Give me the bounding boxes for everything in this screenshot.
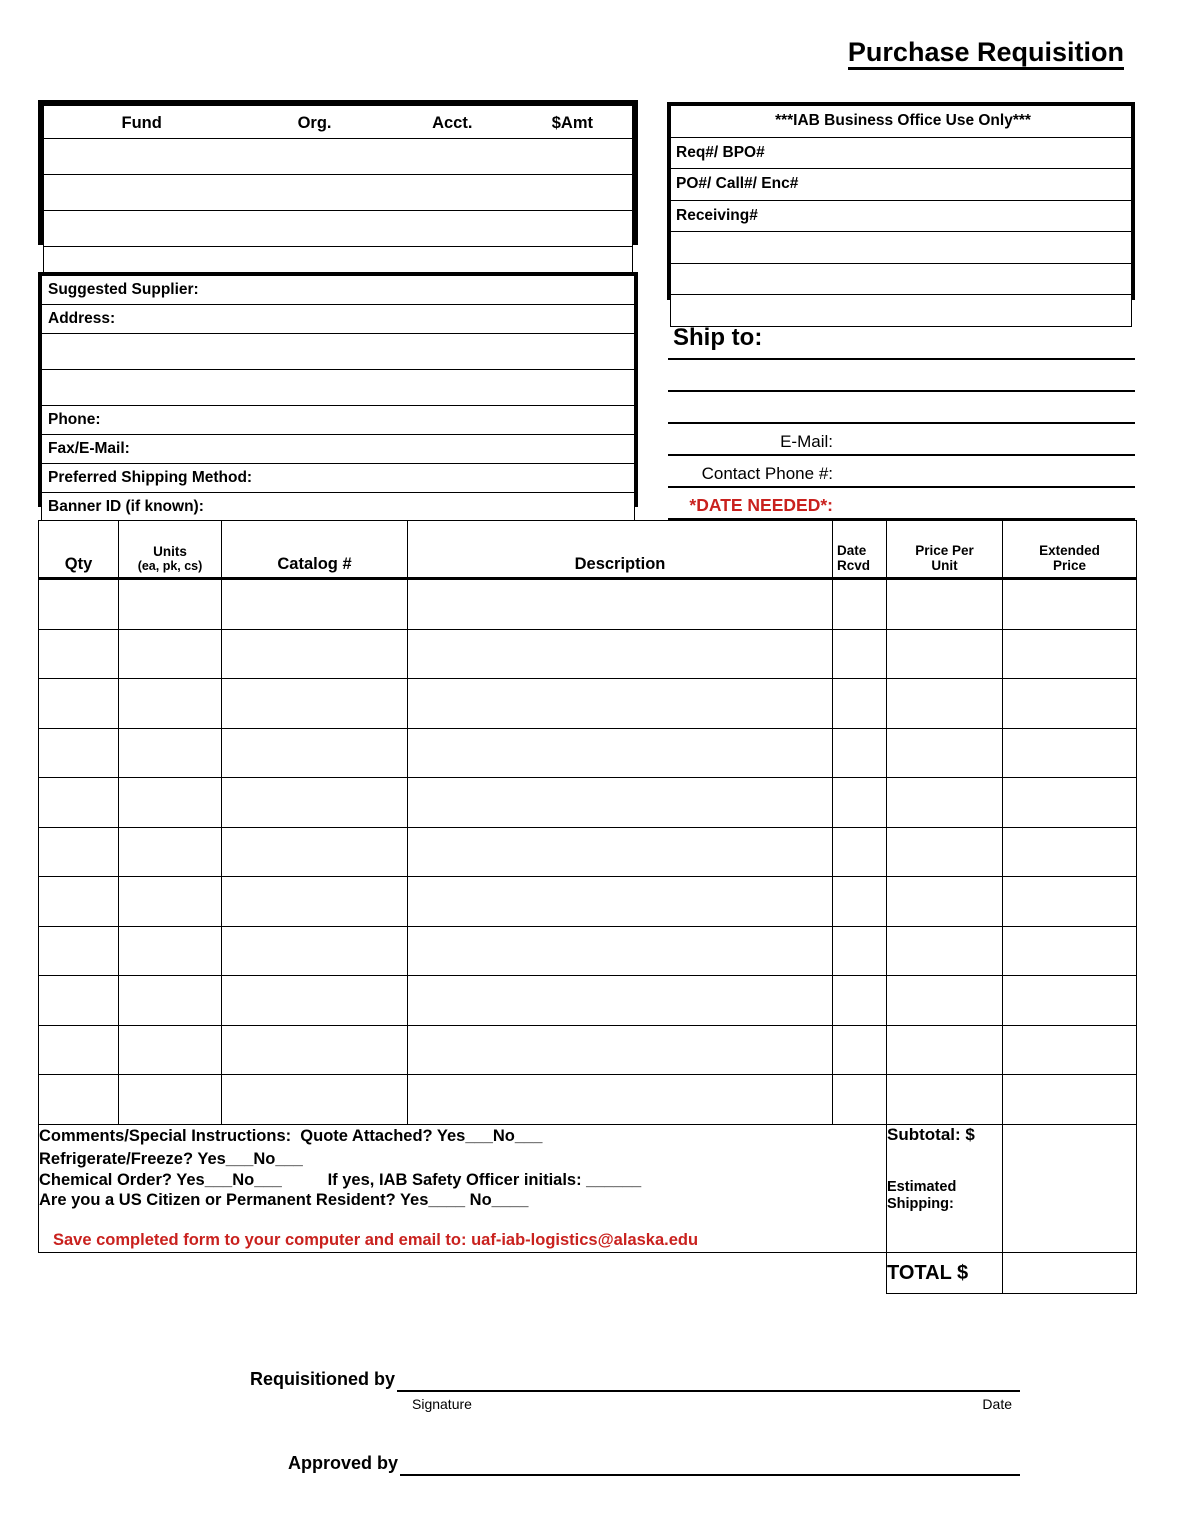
line-item-row bbox=[39, 877, 1137, 927]
ship-to-email-label: E-Mail: bbox=[780, 432, 833, 452]
line-item-cell-catalog[interactable] bbox=[222, 877, 408, 927]
header-qty-label: Qty bbox=[64, 554, 93, 573]
supplier-label-fax-email[interactable]: Fax/E-Mail: bbox=[42, 435, 635, 464]
line-item-cell-qty[interactable] bbox=[39, 579, 119, 630]
supplier-address-line-2[interactable] bbox=[42, 334, 635, 370]
line-item-cell-description[interactable] bbox=[408, 728, 833, 778]
iab-title-row bbox=[671, 106, 1132, 138]
header-units bbox=[119, 521, 222, 579]
iab-row-blank[interactable] bbox=[671, 295, 1132, 327]
approved-by-signature-line[interactable] bbox=[400, 1452, 1020, 1476]
iab-row-receiving[interactable] bbox=[671, 200, 1132, 232]
approved-by-label: Approved by bbox=[288, 1453, 399, 1473]
ship-to-contact-phone-label: Contact Phone #: bbox=[701, 464, 833, 484]
comments-line-chemical-order: Chemical Order? Yes___No___ If yes, IAB Safety Officer initials: ______ bbox=[39, 1171, 642, 1190]
total-row bbox=[39, 1253, 1137, 1294]
line-item-cell-price-per-unit[interactable] bbox=[887, 926, 1003, 976]
ship-to-line-1[interactable] bbox=[668, 352, 1135, 360]
estimated-shipping-line1: Estimated bbox=[887, 1178, 957, 1195]
items-header-row bbox=[39, 521, 1137, 579]
supplier-address-line-3[interactable] bbox=[42, 370, 635, 406]
iab-row-blank[interactable] bbox=[671, 232, 1132, 264]
line-item-cell-catalog[interactable] bbox=[222, 778, 408, 828]
header-date-rcvd bbox=[833, 521, 887, 579]
iab-label-req-bpo[interactable]: Req#/ BPO# bbox=[671, 137, 1132, 169]
ship-to-line-2[interactable] bbox=[668, 360, 1135, 392]
line-item-cell-units[interactable] bbox=[119, 728, 222, 778]
line-item-cell-catalog[interactable] bbox=[222, 579, 408, 630]
fund-table-header-row bbox=[44, 106, 633, 139]
total-row-spacer bbox=[39, 1253, 887, 1294]
line-item-cell-description[interactable] bbox=[408, 1025, 833, 1075]
line-item-cell-description[interactable] bbox=[408, 827, 833, 877]
line-item-cell-units[interactable] bbox=[119, 1025, 222, 1075]
line-item-cell-description[interactable] bbox=[408, 877, 833, 927]
iab-blank-cell[interactable] bbox=[671, 263, 1132, 295]
line-item-cell-extended-price[interactable] bbox=[1003, 1075, 1137, 1125]
iab-row-po[interactable] bbox=[671, 169, 1132, 201]
fund-entry-cell[interactable] bbox=[44, 175, 633, 211]
line-item-cell-price-per-unit[interactable] bbox=[887, 877, 1003, 927]
line-item-cell-catalog[interactable] bbox=[222, 728, 408, 778]
requisitioned-by-label: Requisitioned by bbox=[250, 1369, 396, 1389]
page-title: Purchase Requisition bbox=[848, 38, 1124, 70]
line-item-row bbox=[39, 679, 1137, 729]
line-item-cell-units[interactable] bbox=[119, 629, 222, 679]
header-description bbox=[408, 521, 833, 579]
fund-entry-cell[interactable] bbox=[44, 139, 633, 175]
line-item-cell-units[interactable] bbox=[119, 827, 222, 877]
iab-label-po-call-enc[interactable]: PO#/ Call#/ Enc# bbox=[671, 169, 1132, 201]
fund-header-cell bbox=[44, 106, 633, 139]
header-date-rcvd-line1: Date bbox=[837, 543, 867, 558]
supplier-row-phone[interactable] bbox=[42, 406, 635, 435]
line-item-cell-extended-price[interactable] bbox=[1003, 1025, 1137, 1075]
header-date-rcvd-line2: Rcvd bbox=[837, 558, 871, 573]
email-submission-note: Save completed form to your computer and email to: uaf-iab-logistics@alaska.edu bbox=[53, 1230, 699, 1249]
line-item-cell-extended-price[interactable] bbox=[1003, 976, 1137, 1026]
signature-captions bbox=[412, 1396, 1012, 1412]
line-item-cell-qty[interactable] bbox=[39, 1025, 119, 1075]
supplier-row-address-2[interactable] bbox=[42, 334, 635, 370]
header-extended-price bbox=[1003, 521, 1137, 579]
line-item-cell-extended-price[interactable] bbox=[1003, 579, 1137, 630]
header-units-label: Units bbox=[153, 543, 187, 559]
line-item-cell-price-per-unit[interactable] bbox=[887, 827, 1003, 877]
line-item-cell-extended-price[interactable] bbox=[1003, 877, 1137, 927]
line-item-row bbox=[39, 1075, 1137, 1125]
fund-entry-cell[interactable] bbox=[44, 211, 633, 247]
comments-line-quote-attached: Comments/Special Instructions: Quote Attached? Yes___No___ bbox=[39, 1126, 543, 1145]
line-item-cell-date-rcvd[interactable] bbox=[833, 679, 887, 729]
line-item-cell-date-rcvd[interactable] bbox=[833, 629, 887, 679]
line-item-cell-qty[interactable] bbox=[39, 629, 119, 679]
estimated-shipping-label bbox=[887, 1179, 1002, 1214]
supplier-row-banner-id[interactable] bbox=[42, 493, 635, 522]
line-item-cell-date-rcvd[interactable] bbox=[833, 877, 887, 927]
iab-row-req[interactable] bbox=[671, 137, 1132, 169]
iab-blank-cell[interactable] bbox=[671, 295, 1132, 327]
ship-to-block bbox=[668, 325, 1135, 520]
amt-col-header: $Amt bbox=[551, 113, 593, 132]
items-footer bbox=[39, 1124, 1137, 1294]
line-item-cell-extended-price[interactable] bbox=[1003, 629, 1137, 679]
line-item-cell-date-rcvd[interactable] bbox=[833, 1075, 887, 1125]
line-item-cell-units[interactable] bbox=[119, 976, 222, 1026]
line-item-cell-catalog[interactable] bbox=[222, 827, 408, 877]
header-qty bbox=[39, 521, 119, 579]
total-value-cell[interactable] bbox=[1003, 1253, 1137, 1294]
line-item-cell-date-rcvd[interactable] bbox=[833, 778, 887, 828]
line-item-cell-description[interactable] bbox=[408, 1075, 833, 1125]
line-items-body bbox=[39, 579, 1137, 1125]
iab-row-blank[interactable] bbox=[671, 263, 1132, 295]
line-item-cell-price-per-unit[interactable] bbox=[887, 728, 1003, 778]
supplier-label-phone[interactable]: Phone: bbox=[42, 406, 635, 435]
line-item-row bbox=[39, 1025, 1137, 1075]
line-item-cell-description[interactable] bbox=[408, 976, 833, 1026]
iab-label-receiving[interactable]: Receiving# bbox=[671, 200, 1132, 232]
estimated-shipping-line2: Shipping: bbox=[887, 1196, 954, 1213]
iab-title: ***IAB Business Office Use Only*** bbox=[671, 106, 1132, 138]
supplier-label-address[interactable]: Address: bbox=[42, 305, 635, 334]
line-item-cell-catalog[interactable] bbox=[222, 629, 408, 679]
line-item-cell-catalog[interactable] bbox=[222, 976, 408, 1026]
line-item-cell-description[interactable] bbox=[408, 778, 833, 828]
line-item-cell-price-per-unit[interactable] bbox=[887, 679, 1003, 729]
line-item-row bbox=[39, 827, 1137, 877]
line-item-row bbox=[39, 579, 1137, 630]
requisitioned-by-signature-line[interactable] bbox=[397, 1368, 1020, 1392]
approved-by-row bbox=[250, 1452, 1020, 1476]
comments-and-subtotal-row bbox=[39, 1124, 1137, 1253]
iab-business-office-block bbox=[667, 102, 1135, 300]
supplier-row-address-3[interactable] bbox=[42, 370, 635, 406]
ship-to-title: Ship to: bbox=[673, 324, 763, 351]
line-item-cell-description[interactable] bbox=[408, 579, 833, 630]
acct-col-header: Acct. bbox=[432, 113, 473, 132]
date-needed-label: *DATE NEEDED*: bbox=[689, 495, 833, 516]
line-item-cell-qty[interactable] bbox=[39, 877, 119, 927]
line-item-cell-units[interactable] bbox=[119, 1075, 222, 1125]
line-item-cell-extended-price[interactable] bbox=[1003, 728, 1137, 778]
fund-entry-row[interactable] bbox=[44, 139, 633, 175]
line-item-row bbox=[39, 926, 1137, 976]
line-item-row bbox=[39, 976, 1137, 1026]
line-item-cell-extended-price[interactable] bbox=[1003, 778, 1137, 828]
line-item-cell-description[interactable] bbox=[408, 629, 833, 679]
line-item-cell-units[interactable] bbox=[119, 778, 222, 828]
iab-blank-cell[interactable] bbox=[671, 232, 1132, 264]
line-item-cell-units[interactable] bbox=[119, 877, 222, 927]
supplier-row-address[interactable] bbox=[42, 305, 635, 334]
line-item-cell-catalog[interactable] bbox=[222, 679, 408, 729]
line-item-cell-description[interactable] bbox=[408, 926, 833, 976]
fund-col-header: Fund bbox=[121, 113, 162, 132]
fund-entry-row[interactable] bbox=[44, 211, 633, 247]
supplier-row-fax-email[interactable] bbox=[42, 435, 635, 464]
line-item-cell-price-per-unit[interactable] bbox=[887, 778, 1003, 828]
header-extended-price-line1: Extended bbox=[1039, 542, 1100, 558]
subtotal-label-cell bbox=[887, 1124, 1003, 1253]
line-item-cell-price-per-unit[interactable] bbox=[887, 1025, 1003, 1075]
comments-line-refrigerate-freeze: Refrigerate/Freeze? Yes___No___ bbox=[39, 1149, 303, 1168]
line-item-row bbox=[39, 629, 1137, 679]
total-label: TOTAL $ bbox=[887, 1253, 1003, 1294]
signature-caption: Signature bbox=[412, 1396, 472, 1412]
header-catalog-label: Catalog # bbox=[277, 554, 352, 573]
line-item-cell-date-rcvd[interactable] bbox=[833, 976, 887, 1026]
header-units-sublabel: (ea, pk, cs) bbox=[137, 559, 203, 573]
header-price-per-unit-line1: Price Per bbox=[915, 542, 974, 558]
header-price-per-unit-line2: Unit bbox=[931, 557, 958, 573]
supplier-label-preferred-shipping-method[interactable]: Preferred Shipping Method: bbox=[42, 464, 635, 493]
iab-table bbox=[670, 105, 1132, 327]
supplier-table bbox=[41, 275, 635, 522]
line-item-cell-qty[interactable] bbox=[39, 679, 119, 729]
fund-org-acct-block bbox=[38, 100, 638, 245]
line-item-cell-price-per-unit[interactable] bbox=[887, 976, 1003, 1026]
line-item-cell-qty[interactable] bbox=[39, 827, 119, 877]
line-item-cell-extended-price[interactable] bbox=[1003, 926, 1137, 976]
line-item-cell-qty[interactable] bbox=[39, 778, 119, 828]
suggested-supplier-block bbox=[38, 272, 638, 515]
line-item-cell-extended-price[interactable] bbox=[1003, 827, 1137, 877]
line-item-cell-date-rcvd[interactable] bbox=[833, 728, 887, 778]
line-item-cell-price-per-unit[interactable] bbox=[887, 579, 1003, 630]
requisitioned-by-row bbox=[250, 1368, 1020, 1392]
header-catalog bbox=[222, 521, 408, 579]
supplier-row-shipping-method[interactable] bbox=[42, 464, 635, 493]
line-item-cell-description[interactable] bbox=[408, 679, 833, 729]
line-items-table bbox=[38, 520, 1137, 1294]
date-caption: Date bbox=[982, 1396, 1012, 1412]
header-price-per-unit bbox=[887, 521, 1003, 579]
line-item-row bbox=[39, 778, 1137, 828]
line-item-cell-date-rcvd[interactable] bbox=[833, 827, 887, 877]
header-extended-price-line2: Price bbox=[1052, 557, 1087, 573]
line-item-cell-qty[interactable] bbox=[39, 1075, 119, 1125]
line-item-cell-qty[interactable] bbox=[39, 728, 119, 778]
supplier-label-banner-id[interactable]: Banner ID (if known): bbox=[42, 493, 635, 522]
supplier-label-suggested-supplier[interactable]: Suggested Supplier: bbox=[42, 276, 635, 305]
line-item-cell-date-rcvd[interactable] bbox=[833, 926, 887, 976]
line-item-cell-catalog[interactable] bbox=[222, 926, 408, 976]
line-item-cell-price-per-unit[interactable] bbox=[887, 1075, 1003, 1125]
line-item-cell-price-per-unit[interactable] bbox=[887, 629, 1003, 679]
line-item-cell-qty[interactable] bbox=[39, 976, 119, 1026]
header-description-label: Description bbox=[574, 554, 666, 573]
subtotal-value-cell[interactable] bbox=[1003, 1124, 1137, 1253]
line-item-cell-units[interactable] bbox=[119, 579, 222, 630]
line-item-cell-date-rcvd[interactable] bbox=[833, 579, 887, 630]
ship-to-line-3[interactable] bbox=[668, 392, 1135, 424]
fund-entry-row[interactable] bbox=[44, 175, 633, 211]
supplier-row-name[interactable] bbox=[42, 276, 635, 305]
line-item-cell-date-rcvd[interactable] bbox=[833, 1025, 887, 1075]
ship-to-email-line[interactable] bbox=[668, 424, 1135, 456]
ship-to-contact-phone-line[interactable] bbox=[668, 456, 1135, 488]
ship-to-date-needed-line[interactable] bbox=[668, 488, 1135, 520]
line-item-row bbox=[39, 728, 1137, 778]
line-item-cell-extended-price[interactable] bbox=[1003, 679, 1137, 729]
org-col-header: Org. bbox=[297, 113, 332, 132]
fund-table bbox=[43, 105, 633, 283]
line-item-cell-units[interactable] bbox=[119, 926, 222, 976]
comments-special-instructions-cell[interactable] bbox=[39, 1124, 887, 1253]
line-item-cell-catalog[interactable] bbox=[222, 1075, 408, 1125]
subtotal-label: Subtotal: $ bbox=[887, 1124, 975, 1144]
line-item-cell-qty[interactable] bbox=[39, 926, 119, 976]
line-item-cell-units[interactable] bbox=[119, 679, 222, 729]
comments-line-citizenship: Are you a US Citizen or Permanent Resident? Yes____ No____ bbox=[39, 1191, 529, 1210]
line-item-cell-catalog[interactable] bbox=[222, 1025, 408, 1075]
